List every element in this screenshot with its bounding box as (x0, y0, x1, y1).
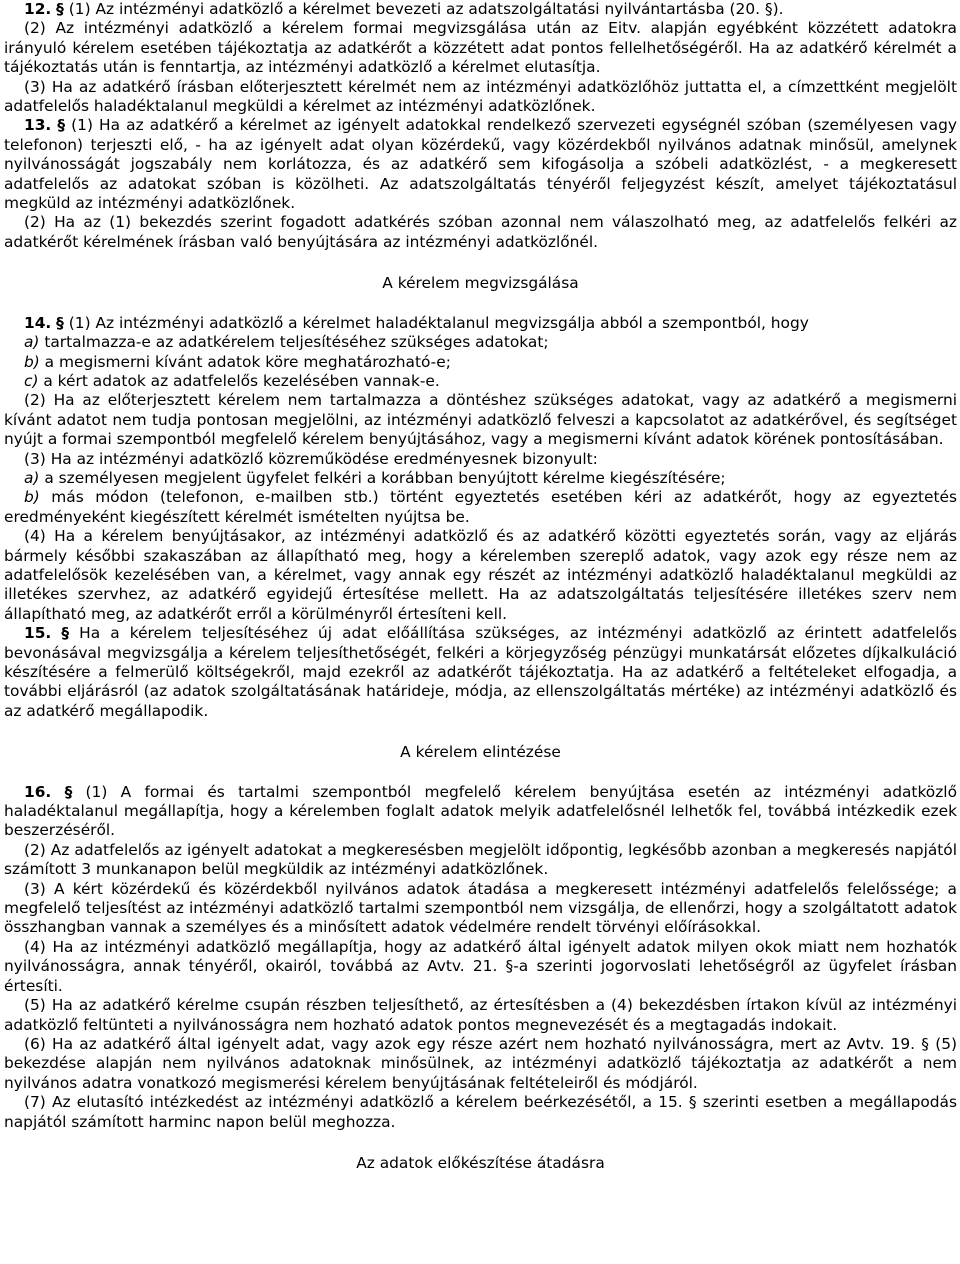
paragraph-text: (1) Az intézményi adatközlő a kérelmet bevezeti az adatszolgáltatási nyilvántartásba (20. §). (63, 0, 784, 18)
paragraph (4, 1035, 957, 1093)
list-item (4, 353, 957, 372)
paragraph (4, 78, 957, 117)
paragraph-text: (1) A formai és tartalmi szempontból megfelelő kérelem benyújtása esetén az intézményi adatközlő haladéktalanul megállapítja, hogy a kérelemben foglalt adatok melyik adatfelelősnél lelhetők fel, továbbá intézkedik ezek beszerzéséről. (4, 782, 957, 840)
paragraph-text: (2) Ha az (1) bekezdés szerint fogadott adatkérés szóban azonnal nem válaszolható meg, az adatfelelős felkéri az adatkérőt kérelmének írásban való benyújtására az intézményi adatközlőnél. (4, 213, 957, 251)
paragraph (4, 391, 957, 449)
section-number: 13. (24, 116, 52, 135)
list-item (4, 469, 957, 488)
section-paragraph (4, 314, 957, 333)
paragraph-text: (4) Ha az intézményi adatközlő megállapítja, hogy az adatkérő által igényelt adatok milyen okok miatt nem hozhatók nyilvánosságra, annak tényéről, okairól, továbbá az Avtv. 21. §-a szerinti jogorvoslati lehetőségről az ügyfelet írásban értesíti. (4, 937, 957, 995)
section-paragraph (4, 116, 957, 213)
paragraph (4, 841, 957, 880)
paragraph-text: (3) Ha az intézményi adatközlő közreműködése eredményesnek bizonyult: (24, 449, 598, 468)
paragraph-text: (6) Ha az adatkérő által igényelt adat, vagy azok egy része azért nem hozható nyilvánosságra, mert az Avtv. 19. § (5) bekezdése alapján nem nyilvános adatoknak minősülnek, az intézményi adatközlő tájékoztatja az adatkérőt a nem nyilvános adatra vonatkozó megismerési kérelem benyújtásának feltételeiről és módjáról. (4, 1034, 957, 1092)
section-number: 12. (24, 0, 52, 18)
section-paragraph (4, 783, 957, 841)
list-item-label: a) (24, 468, 40, 487)
section-sign: § (56, 313, 64, 332)
section-paragraph (4, 0, 957, 19)
paragraph-text: (1) Ha az adatkérő a kérelmet az igényelt adatokkal rendelkező szervezeti egységnél szóban (személyesen vagy telefonon) terjeszti elő, - ha az igényelt adat olyan közérdekű, vagy közérdekből nyilvános adatnak minősül, amelynek nyilvánosságát jogszabály nem korlátozza, és az adatkérő sem kifogásolja a szóbeli adatközlést, - a megkeresett adatfelelős az adatokat szóban is közölheti. Az adatszolgáltatás tényéről feljegyzést készít, amelyet tájékoztatásul megküld az intézményi adatközlőnek. (4, 116, 957, 213)
section-sign: § (56, 0, 64, 18)
list-item-text: a megismerni kívánt adatok köre meghatározható-e; (39, 352, 451, 371)
list-item (4, 488, 957, 527)
list-item-text: tartalmazza-e az adatkérelem teljesítéséhez szükséges adatokat; (39, 333, 549, 352)
list-item-label: c) (24, 371, 39, 390)
section-paragraph (4, 624, 957, 721)
list-item-label: b) (24, 352, 40, 371)
section-heading: A kérelem elintézése (400, 743, 561, 762)
paragraph-text: (1) Az intézményi adatközlő a kérelmet haladéktalanul megvizsgálja abból a szempontból, hogy (63, 313, 809, 332)
list-item (4, 333, 957, 352)
paragraph-text: (4) Ha a kérelem benyújtásakor, az intézményi adatközlő és az adatkérő közötti egyeztetés során, vagy az eljárás bármely későbbi szakaszában az állapítható meg, hogy a kérelemben szereplő adatok, vagy azok egy része nem az adatfelelősök kezelésében van, a kérelmet, vagy annak egy részét az intézményi adatközlő haladéktalanul megküldi az illetékes szervhez, az adatkérő egyidejű értesítése mellett. Ha az adatszolgáltatás teljesítésére illetékes szerv nem állapítható meg, az adatkérőt erről a körülményről értesíteni kell. (4, 527, 957, 623)
paragraph-text: (2) Az intézményi adatközlő a kérelem formai megvizsgálása után az Eitv. alapján egyébként közzétett adatokra irányuló kérelem esetében tájékoztatja az adatkérőt a közzétett adat pontos fellelhetőségéről. Ha az adatkérő kérelmét a tájékoztatás után is fenntartja, az intézményi adatközlő a kérelmet elutasítja. (4, 19, 957, 77)
section-heading: Az adatok előkészítése átadásra (356, 1153, 605, 1172)
section-number: 14. (24, 313, 52, 332)
paragraph (4, 938, 957, 996)
paragraph-text: (3) Ha az adatkérő írásban előterjesztett kérelmét nem az intézményi adatközlőhöz juttatta el, a címzettként megjelölt adatfelelős haladéktalanul megküldi a kérelmet az intézményi adatközlőnek. (4, 77, 957, 116)
section-sign: § (64, 782, 73, 801)
list-item-text: a személyesen megjelent ügyfelet felkéri a korábban benyújtott kérelme kiegészítésére; (39, 468, 726, 487)
list-item-label: b) (24, 488, 40, 507)
section-number: 15. (24, 624, 52, 643)
paragraph-text: (5) Ha az adatkérő kérelme csupán részben teljesíthető, az értesítésben a (4) bekezdésben írtakon kívül az intézményi adatközlő feltünteti a nyilvánosságra nem hozható adatok pontos megnevezését és a megtagadás indokait. (4, 996, 957, 1034)
paragraph (4, 213, 957, 252)
list-item-label: a) (24, 333, 40, 352)
paragraph-text: (7) Az elutasító intézkedést az intézményi adatközlő a kérelem beérkezésétől, a 15. § szerinti esetben a megállapodás napjától számított harminc napon belül meghozza. (4, 1093, 957, 1131)
paragraph (4, 1093, 957, 1132)
paragraph-text: (2) Az adatfelelős az igényelt adatokat a megkeresésben megjelölt időpontig, legkésőbb azonban a megkeresés napjától számított 3 munkanapon belül megküldik az intézményi adatközlőnek. (4, 840, 957, 879)
paragraph (4, 527, 957, 624)
section-number: 16. (24, 782, 52, 801)
section-sign: § (57, 116, 66, 135)
paragraph-text: Ha a kérelem teljesítéséhez új adat előállítása szükséges, az intézményi adatközlő az érintett adatfelelős bevonásával megvizsgálja a kérelem teljesíthetőségét, felkéri a körjegyzőség pénzügyi munkatársát előzetes díjkalkuláció készítésére a felmerülő költségekről, majd ezekről az adatkérőt tájékoztatja. Ha az adatkérő a feltételeket elfogadja, a további eljárásról (az adatok szolgáltatásának határideje, módja, az ellenszolgáltatás mértéke) az intézményi adatközlő és az adatkérő megállapodik. (4, 624, 957, 720)
list-item-text: más módon (telefonon, e-mailben stb.) történt egyeztetés esetében kéri az adatkérőt, hogy az egyeztetés eredményeként kiegészített kérelmét ismételten nyújtsa be. (4, 488, 957, 526)
list-item (4, 372, 957, 391)
list-item-text: a kért adatok az adatfelelős kezelésében vannak-e. (38, 371, 440, 390)
paragraph (4, 880, 957, 938)
section-sign: § (61, 624, 70, 643)
paragraph (4, 996, 957, 1035)
section-heading: A kérelem megvizsgálása (382, 274, 579, 293)
paragraph (4, 450, 957, 469)
paragraph-text: (3) A kért közérdekű és közérdekből nyilvános adatok átadása a megkeresett intézményi adatfelelős felelőssége; a megfelelő teljesítést az intézményi adatközlő tartalmi szempontból nem vizsgálja, de ellenőrzi, hogy a szolgáltatott adatok összhangban vannak a személyes és a minősített adatok védelmére rendelt törvényi előírásokkal. (4, 879, 957, 937)
paragraph-text: (2) Ha az előterjesztett kérelem nem tartalmazza a döntéshez szükséges adatokat, vagy az adatkérő a megismerni kívánt adatot nem tudja pontosan megjelölni, az intézményi adatközlő felveszi a kapcsolatot az adatkérővel, és segítséget nyújt a formai szempontból megfelelő kérelem benyújtásához, vagy a megismerni kívánt adatok körének pontosításában. (4, 391, 957, 449)
paragraph (4, 19, 957, 77)
